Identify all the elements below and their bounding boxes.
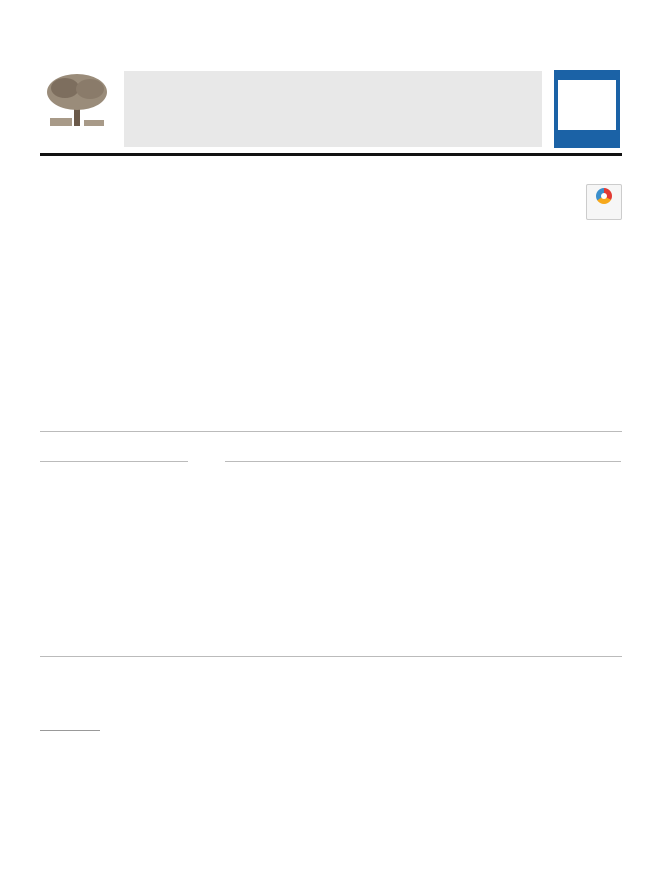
sciencedirect-block[interactable] — [124, 71, 329, 147]
divider-bottom — [40, 656, 622, 657]
header-rule — [40, 153, 622, 156]
publisher-banner — [124, 71, 542, 147]
journal-cover-thumbnail[interactable] — [554, 70, 620, 148]
cover-inner — [558, 80, 616, 130]
crossmark-label — [587, 206, 621, 212]
divider-top — [40, 431, 622, 432]
article-info-rule — [40, 461, 188, 462]
em-consulte-block[interactable] — [329, 71, 542, 147]
abstract-rule — [225, 461, 621, 462]
elsevier-tree-logo — [40, 72, 116, 142]
footnote-rule — [40, 730, 100, 731]
crossmark-icon — [596, 188, 612, 204]
check-for-updates-button[interactable] — [586, 184, 622, 220]
